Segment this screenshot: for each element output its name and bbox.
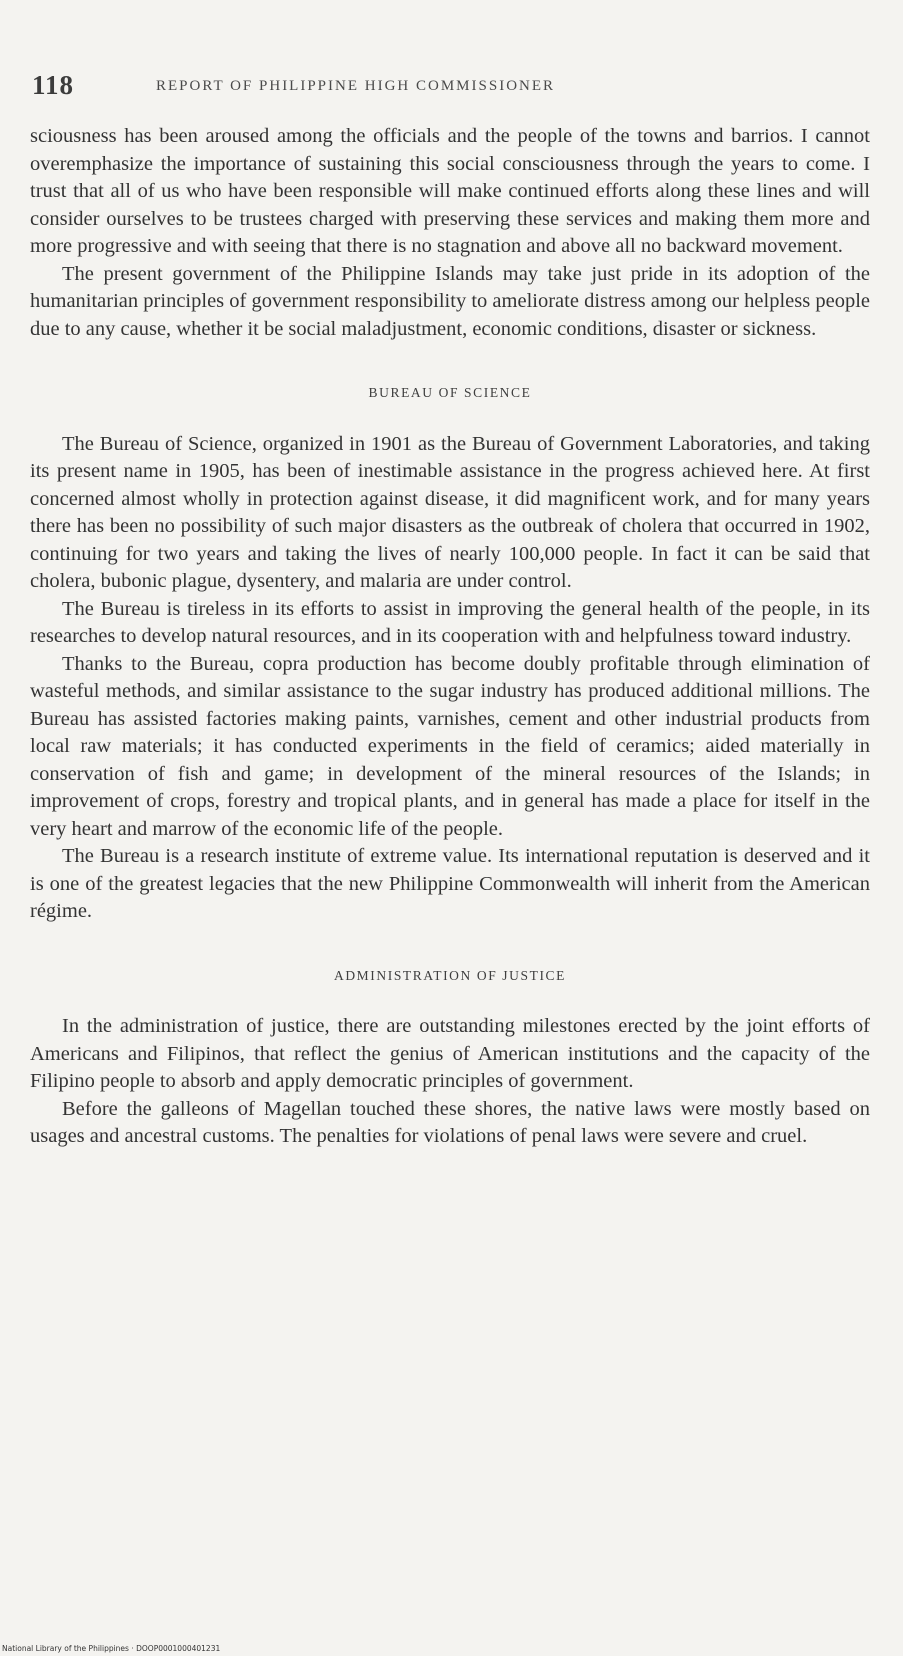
scan-credit: National Library of the Philippines · DOOP0001000401231 (2, 1644, 221, 1653)
page-number: 118 (32, 70, 75, 100)
section-heading-bureau-of-science: BUREAU OF SCIENCE (368, 385, 532, 400)
paragraph-native-laws: Before the galleons of Magellan touched these shores, the native laws were mostly based on usages and ancestral customs. The penalties for violations of penal laws were severe and cruel. (30, 1097, 870, 1147)
paragraph-bureau-value: The Bureau is a research institute of extreme value. Its international reputation is deserved and it is one of the greatest legacies that the new Philippine Commonwealth will inherit from the American régime. (30, 845, 870, 922)
paragraph-bureau-industry: Thanks to the Bureau, copra production has become doubly profitable through elimination of wasteful methods, and similar assistance to the sugar industry has produced additional millions. The Bureau has assisted factories making paints, varnishes, cement and other industrial products from local raw materials; it has conducted experiments in the field of ceramics; aided materially in conservation of fish and game; in development of the mineral resources of the Islands; in improvement of crops, forestry and tropical plants, and in general has made a place for itself in the very heart and marrow of the economic life of the people. (30, 652, 870, 840)
paragraph-government-responsibility: The present government of the Philippine Islands may take just pride in its adoption of the humanitarian principles of government responsibility to ameliorate distress among our helpless people due to any cause, whether it be social maladjustment, economic conditions, disaster or sickness. (30, 262, 870, 340)
page-header (26, 70, 876, 106)
paragraph-bureau-efforts: The Bureau is tireless in its efforts to assist in improving the general health of the people, in its researches to develop natural resources, and in its cooperation with and helpfulness toward industry. (30, 597, 870, 647)
paragraph-continuation: sciousness has been aroused among the officials and the people of the towns and barrios. I cannot overemphasize the importance of sustaining this social consciousness through the years to come. I trust that all of us who have been responsible will make continued efforts along these lines and will consider ourselves to be trustees charged with preserving these services and making them more and more progressive and with seeing that there is no stagnation and above all no backward movement. (30, 125, 870, 257)
running-head: REPORT OF PHILIPPINE HIGH COMMISSIONER (156, 78, 556, 94)
page-body (30, 123, 870, 1151)
paragraph-bureau-history: The Bureau of Science, organized in 1901 as the Bureau of Government Laboratories, and taking its present name in 1905, has been of inestimable assistance in the progress achieved here. At first concerned almost wholly in protection against disease, it did magnificent work, and for many years there has been no possibility of such major disasters as the outbreak of cholera that occurred in 1902, continuing for two years and taking the lives of nearly 100,000 people. In fact it can be said that cholera, bubonic plague, dysentery, and malaria are under control. (30, 432, 870, 592)
section-heading-administration-of-justice: ADMINISTRATION OF JUSTICE (333, 967, 566, 983)
paragraph-justice-milestones: In the administration of justice, there are outstanding milestones erected by the joint efforts of Americans and Filipinos, that reflect the genius of American institutions and the capacity of the Filipino people to absorb and apply democratic principles of government. (30, 1015, 870, 1092)
